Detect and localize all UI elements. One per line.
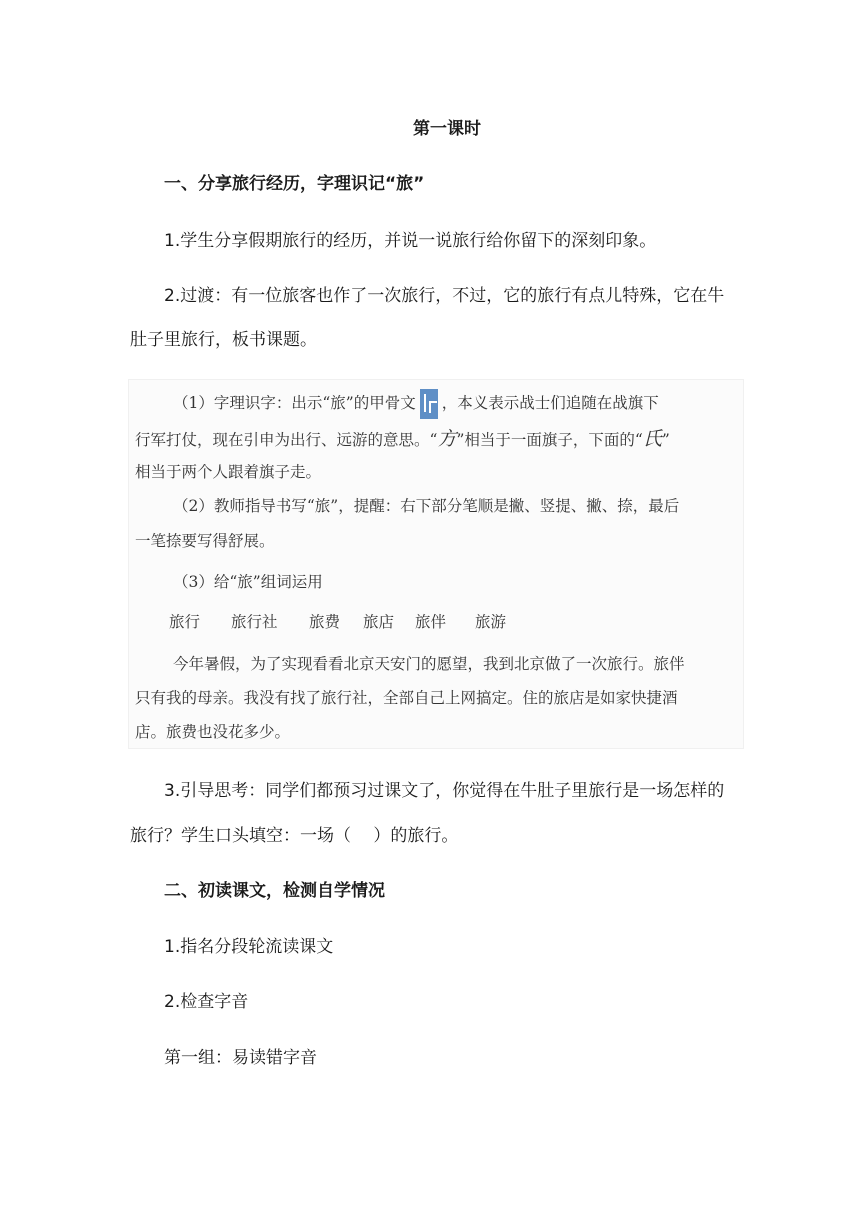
scan-line-5: 一笔捺要写得舒展。 [135,532,275,550]
scanned-textbook-excerpt [128,379,744,749]
section1-paragraph-1: 1.学生分享假期旅行的经历，并说一说旅行给你留下的深刻印象。 [164,231,657,251]
section2-heading: 二、初读课文，检测自学情况 [164,881,385,901]
section2-paragraph-1: 1.指名分段轮流读课文 [164,937,334,957]
scan-line-2-text-b: ”相当于一面旗子，下面的“ [456,431,643,449]
scan-line-1 [173,389,659,419]
scan-line-2 [135,428,670,451]
section1-paragraph-3-line-2: 旅行？学生口头填空：一场（ ）的旅行。 [130,826,459,846]
word-item: 旅行 [169,613,201,631]
word-item: 旅伴 [415,613,447,631]
section2-paragraph-3: 第一组：易读错字音 [164,1048,317,1068]
word-group-list [169,611,506,633]
scan-line-10: 店。旅费也没花多少。 [135,723,291,741]
scan-line-6: （3）给“旅”组词运用 [173,573,323,591]
word-item: 旅游 [475,613,507,631]
word-item: 旅费 [309,613,341,631]
word-item: 旅行社 [231,613,278,631]
section1-paragraph-2-line-2: 肚子里旅行，板书课题。 [130,330,317,350]
section2-paragraph-2: 2.检查字音 [164,992,249,1012]
scan-line-2-text-c: ” [661,431,670,449]
lesson-title: 第一课时 [413,119,481,139]
scan-line-8: 今年暑假，为了实现看看北京天安门的愿望，我到北京做了一次旅行。旅伴 [173,655,685,673]
scan-line-4: （2）教师指导书写“旅”，提醒：右下部分笔顺是撇、竖提、撇、捺，最后 [173,497,680,515]
section1-paragraph-2-line-1: 2.过渡：有一位旅客也作了一次旅行，不过，它的旅行有点儿特殊，它在牛 [164,286,725,306]
word-item: 旅店 [363,613,395,631]
oracle-bone-glyph-image [420,389,438,419]
section1-paragraph-3-line-1: 3.引导思考：同学们都预习过课文了，你觉得在牛肚子里旅行是一场怎样的 [164,781,725,801]
scan-line-9: 只有我的母亲。我没有找了旅行社，全部自己上网搞定。住的旅店是如家快捷酒 [135,689,678,707]
section1-heading: 一、分享旅行经历，字理识记“旅” [164,174,425,194]
handwritten-radical-fang: 方 [437,428,457,450]
scan-line-2-text-a: 行军打仗，现在引申为出行、远游的意思。“ [135,431,438,449]
scan-line-1-text-b: ，本义表示战士们追随在战旗下 [441,394,659,412]
scan-line-1-text-a: （1）字理识字：出示“旅”的甲骨文 [173,394,416,412]
scan-line-3: 相当于两个人跟着旗子走。 [135,463,322,481]
handwritten-component: 氏 [642,428,662,450]
